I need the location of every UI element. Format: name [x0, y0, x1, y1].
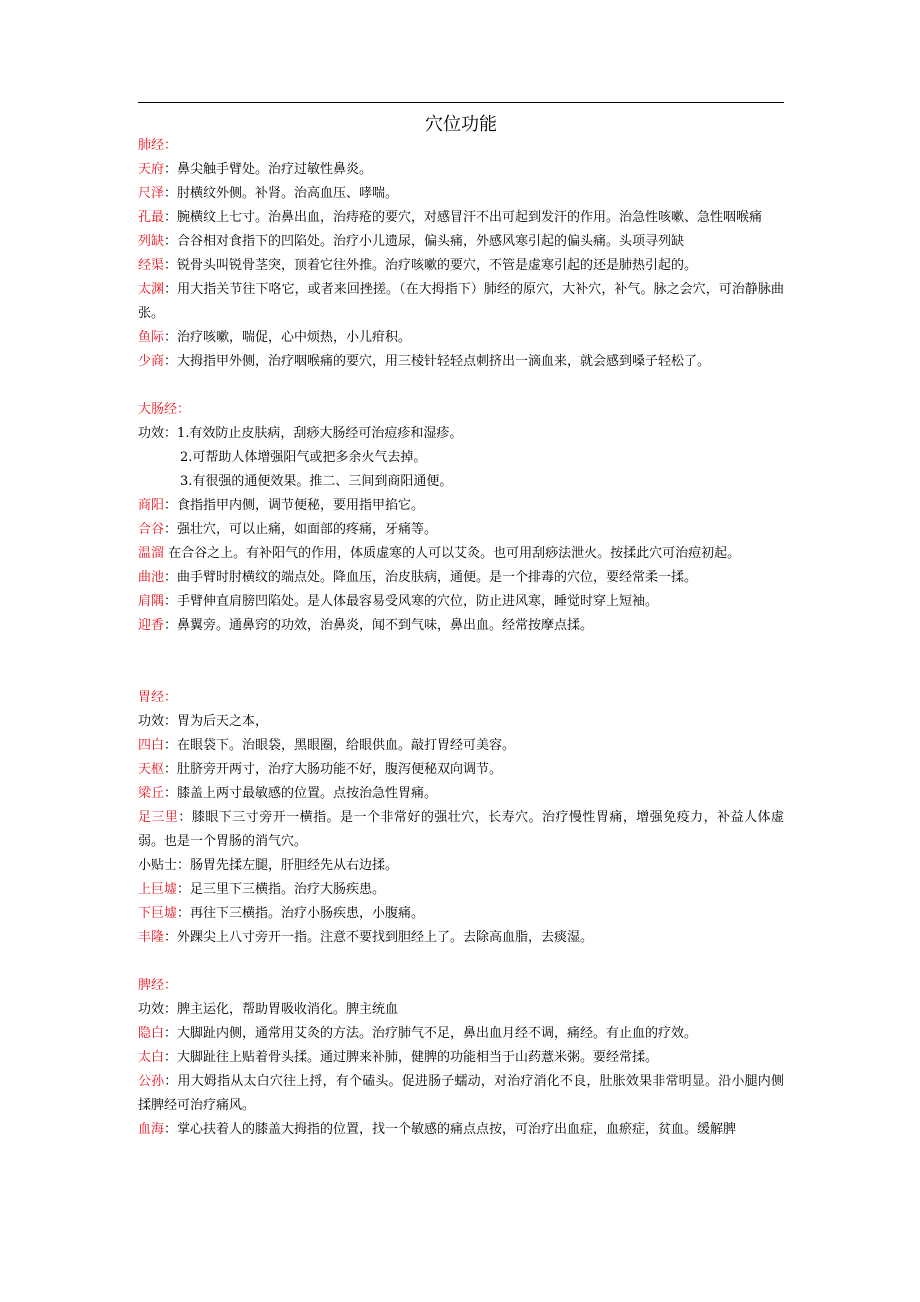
acupoint-desc: ：足三里下三横指。治疗大肠疾患。 — [177, 882, 386, 897]
effect-item: 3.有很强的通便效果。推二、三间到商阳通便。 — [180, 474, 453, 489]
acupoint-entry — [138, 542, 784, 566]
acupoint-desc: ：用大指关节往下咯它，或者来回挫搓。（在大拇指下）肺经的原穴，大补穴，补气。脉之会穴，可治静脉曲张。 — [138, 282, 784, 321]
acupoint-entry — [138, 518, 784, 542]
acupoint-entry — [138, 566, 784, 590]
acupoint-entry — [138, 734, 784, 758]
acupoint-entry — [138, 254, 784, 278]
effect-item: 1.有效防止皮肤病，刮痧大肠经可治痘疹和湿疹。 — [177, 426, 463, 441]
acupoint-desc: ：大脚趾内侧，通常用艾灸的方法。治疗肺气不足，鼻出血月经不调，痛经。有止血的疗效。 — [164, 1026, 698, 1041]
acupoint-desc: ：鼻尖触手臂处。治疗过敏性鼻炎。 — [164, 162, 373, 177]
acupoint-name: 列缺 — [138, 234, 165, 249]
acupoint-desc: ：曲手臂时肘横纹的端点处。降血压，治皮肤病，通便。是一个排毒的穴位，要经常柔一揉。 — [164, 570, 698, 585]
effects-line — [138, 422, 784, 446]
acupoint-name: 足三里 — [138, 810, 179, 825]
acupoint-name: 天府 — [138, 162, 165, 177]
acupoint-desc: ：用大姆指从太白穴往上捋，有个磕头。促进肠子蠕动，对治疗消化不良，肚胀效果非常明显。沿小腿内侧揉脾经可治疗痛风。 — [138, 1074, 784, 1113]
acupoint-name: 隐白 — [138, 1026, 165, 1041]
effects-label: 功效： — [138, 426, 178, 441]
acupoint-desc: ：大脚趾往上贴着骨头揉。通过脾来补肺，健脾的功能相当于山药薏米粥。要经常揉。 — [164, 1050, 659, 1065]
acupoint-name: 温溜 — [138, 546, 165, 561]
section-heading-stomach: 胃经： — [138, 690, 178, 705]
acupoint-name: 四白 — [138, 738, 165, 753]
acupoint-entry — [138, 1118, 784, 1142]
effects-line: 功效：胃为后天之本， — [138, 714, 269, 729]
acupoint-entry — [138, 614, 784, 638]
acupoint-entry — [138, 806, 784, 854]
acupoint-entry — [138, 782, 784, 806]
acupoint-desc: ：食指指甲内侧，调节便秘，要用指甲掐它。 — [164, 498, 425, 513]
acupoint-name: 下巨墟 — [138, 906, 178, 921]
acupoint-entry — [138, 494, 784, 518]
acupoint-entry — [138, 158, 784, 182]
acupoint-desc: ：掌心扶着人的膝盖大拇指的位置，找一个敏感的痛点点按，可治疗出血症，血瘀症，贫血。缓解脾 — [164, 1122, 737, 1137]
acupoint-name: 上巨墟 — [138, 882, 178, 897]
acupoint-name: 天枢 — [138, 762, 165, 777]
acupoint-desc: ：肚脐旁开两寸，治疗大肠功能不好，腹泻便秘双向调节。 — [164, 762, 503, 777]
acupoint-desc: ：外踝尖上八寸旁开一指。注意不要找到胆经上了。去除高血脂，去痰湿。 — [164, 930, 594, 945]
acupoint-name: 曲池 — [138, 570, 165, 585]
acupoint-desc: ：肘横纹外侧。补肾。治高血压、哮喘。 — [164, 186, 399, 201]
acupoint-name: 鱼际 — [138, 330, 165, 345]
acupoint-name: 丰隆 — [138, 930, 165, 945]
acupoint-name: 梁丘 — [138, 786, 165, 801]
acupoint-desc: ：大拇指甲外侧，治疗咽喉痛的要穴，用三棱针轻轻点刺挤出一滴血来，就会感到嗓子轻松了。 — [164, 354, 711, 369]
section-heading-large-intestine: 大肠经： — [138, 402, 191, 417]
acupoint-entry — [138, 902, 784, 926]
acupoint-name: 公孙 — [138, 1074, 165, 1089]
acupoint-desc: ：膝眼下三寸旁开一横指。是一个非常好的强壮穴，长寿穴。治疗慢性胃痛，增强免疫力，补益人体虚弱。也是一个胃肠的消气穴。 — [138, 810, 784, 849]
acupoint-entry — [138, 926, 784, 950]
acupoint-name: 尺泽 — [138, 186, 165, 201]
acupoint-desc: ：锐骨头叫锐骨茎突，顶着它往外推。治疗咳嗽的要穴，不管是虚寒引起的还是肺热引起的。 — [164, 258, 698, 273]
acupoint-desc: ：手臂伸直肩膀凹陷处。是人体最容易受风寒的穴位，防止进风寒，睡觉时穿上短袖。 — [164, 594, 659, 609]
acupoint-desc: 在合谷之上。有补阳气的作用，体质虚寒的人可以艾灸。也可用刮痧法泄火。按揉此穴可治痘初起。 — [164, 546, 741, 561]
acupoint-entry — [138, 878, 784, 902]
acupoint-name: 商阳 — [138, 498, 165, 513]
acupoint-entry — [138, 1022, 784, 1046]
acupoint-desc: ：再往下三横指。治疗小肠疾患，小腹痛。 — [177, 906, 425, 921]
acupoint-desc: ：膝盖上两寸最敏感的位置。点按治急性胃痛。 — [164, 786, 438, 801]
acupoint-entry — [138, 182, 784, 206]
acupoint-desc: ：强壮穴，可以止痛，如面部的疼痛，牙痛等。 — [164, 522, 438, 537]
acupoint-desc: ：在眼袋下。治眼袋，黑眼圈，给眼供血。敲打胃经可美容。 — [164, 738, 516, 753]
acupoint-name: 太白 — [138, 1050, 165, 1065]
header-rule — [138, 102, 784, 103]
effect-item: 2.可帮助人体增强阳气或把多余火气去掉。 — [180, 450, 427, 465]
acupoint-desc: ：治疗咳嗽，喘促，心中烦热，小儿疳积。 — [164, 330, 412, 345]
acupoint-entry — [138, 758, 784, 782]
acupoint-name: 肩隅 — [138, 594, 165, 609]
section-heading-spleen: 脾经： — [138, 978, 178, 993]
page-title: 穴位功能 — [425, 114, 497, 135]
spacer — [138, 374, 784, 398]
acupoint-entry — [138, 230, 784, 254]
acupoint-name: 经渠 — [138, 258, 165, 273]
effects-line: 功效：脾主运化，帮助胃吸收消化。脾主统血 — [138, 1002, 399, 1017]
acupoint-name: 迎香 — [138, 618, 165, 633]
acupoint-desc: ：腕横纹上七寸。治鼻出血，治痔疮的要穴，对感冒汗不出可起到发汗的作用。治急性咳嗽、急性咽喉痛 — [164, 210, 763, 225]
acupoint-entry — [138, 1046, 784, 1070]
acupoint-name: 血海 — [138, 1122, 165, 1137]
acupoint-name: 合谷 — [138, 522, 165, 537]
document-body — [138, 134, 784, 1142]
section-heading-lung: 肺经： — [138, 138, 178, 153]
acupoint-entry — [138, 590, 784, 614]
acupoint-entry — [138, 1070, 784, 1118]
acupoint-entry — [138, 278, 784, 326]
acupoint-name: 孔最 — [138, 210, 165, 225]
spacer — [138, 950, 784, 974]
acupoint-name: 太渊 — [138, 282, 165, 297]
tip-line: 小贴士：肠胃先揉左腿，肝胆经先从右边揉。 — [138, 858, 399, 873]
acupoint-entry — [138, 206, 784, 230]
acupoint-entry — [138, 350, 784, 374]
acupoint-desc: ：合谷相对食指下的凹陷处。治疗小儿遗尿，偏头痛，外感风寒引起的偏头痛。头项寻列缺 — [164, 234, 685, 249]
spacer — [138, 638, 784, 686]
acupoint-entry — [138, 326, 784, 350]
acupoint-desc: ：鼻翼旁。通鼻窍的功效，治鼻炎，闻不到气味，鼻出血。经常按摩点揉。 — [164, 618, 594, 633]
acupoint-name: 少商 — [138, 354, 165, 369]
